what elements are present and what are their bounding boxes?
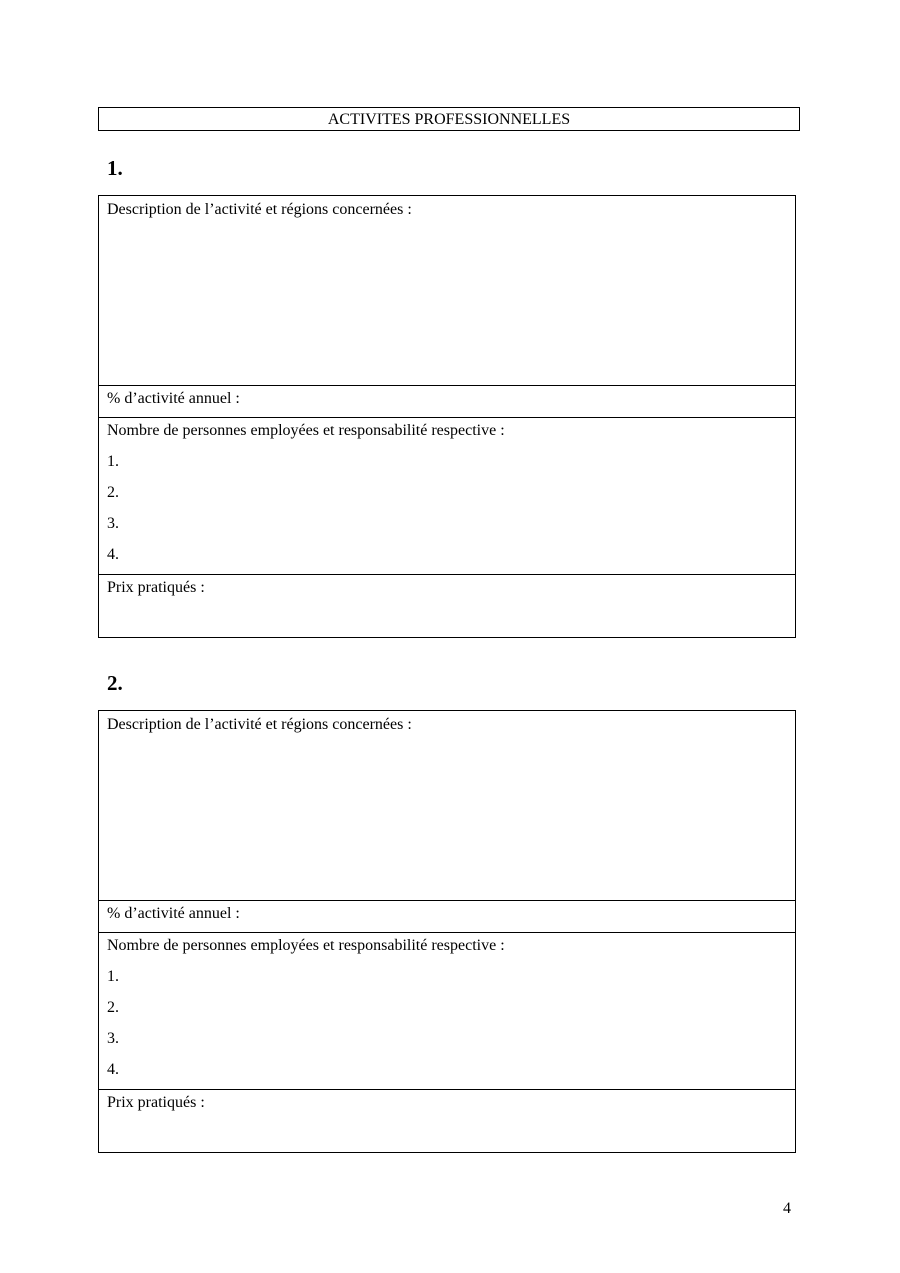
section-number: 2.: [107, 671, 123, 695]
description-label: Description de l’activité et régions concernées :: [107, 201, 412, 218]
staff-field[interactable]: [99, 417, 795, 574]
annual-percent-field[interactable]: [99, 385, 795, 417]
prices-field[interactable]: [99, 574, 795, 637]
prices-label: Prix pratiqués :: [107, 579, 205, 596]
annual-percent-field[interactable]: [99, 900, 795, 932]
staff-item: 2.: [107, 484, 119, 501]
activity-form-2: [98, 710, 796, 1153]
staff-item: 3.: [107, 515, 119, 532]
description-field[interactable]: [99, 196, 795, 385]
page-title: ACTIVITES PROFESSIONNELLES: [327, 111, 571, 128]
staff-item: 1.: [107, 453, 119, 470]
staff-item: 4.: [107, 546, 119, 563]
description-field[interactable]: [99, 711, 795, 900]
description-label: Description de l’activité et régions concernées :: [107, 716, 412, 733]
prices-field[interactable]: [99, 1089, 795, 1152]
staff-field[interactable]: [99, 932, 795, 1089]
section-number: 1.: [107, 156, 123, 180]
annual-percent-label: % d’activité annuel :: [107, 905, 240, 922]
prices-label: Prix pratiqués :: [107, 1094, 205, 1111]
staff-item: 1.: [107, 968, 119, 985]
staff-label: Nombre de personnes employées et responsabilité respective :: [107, 422, 505, 439]
annual-percent-label: % d’activité annuel :: [107, 390, 240, 407]
staff-label: Nombre de personnes employées et responsabilité respective :: [107, 937, 505, 954]
page-title-box: [98, 107, 800, 131]
staff-item: 2.: [107, 999, 119, 1016]
page-number: 4: [783, 1200, 791, 1217]
staff-item: 4.: [107, 1061, 119, 1078]
activity-form-1: [98, 195, 796, 638]
staff-item: 3.: [107, 1030, 119, 1047]
